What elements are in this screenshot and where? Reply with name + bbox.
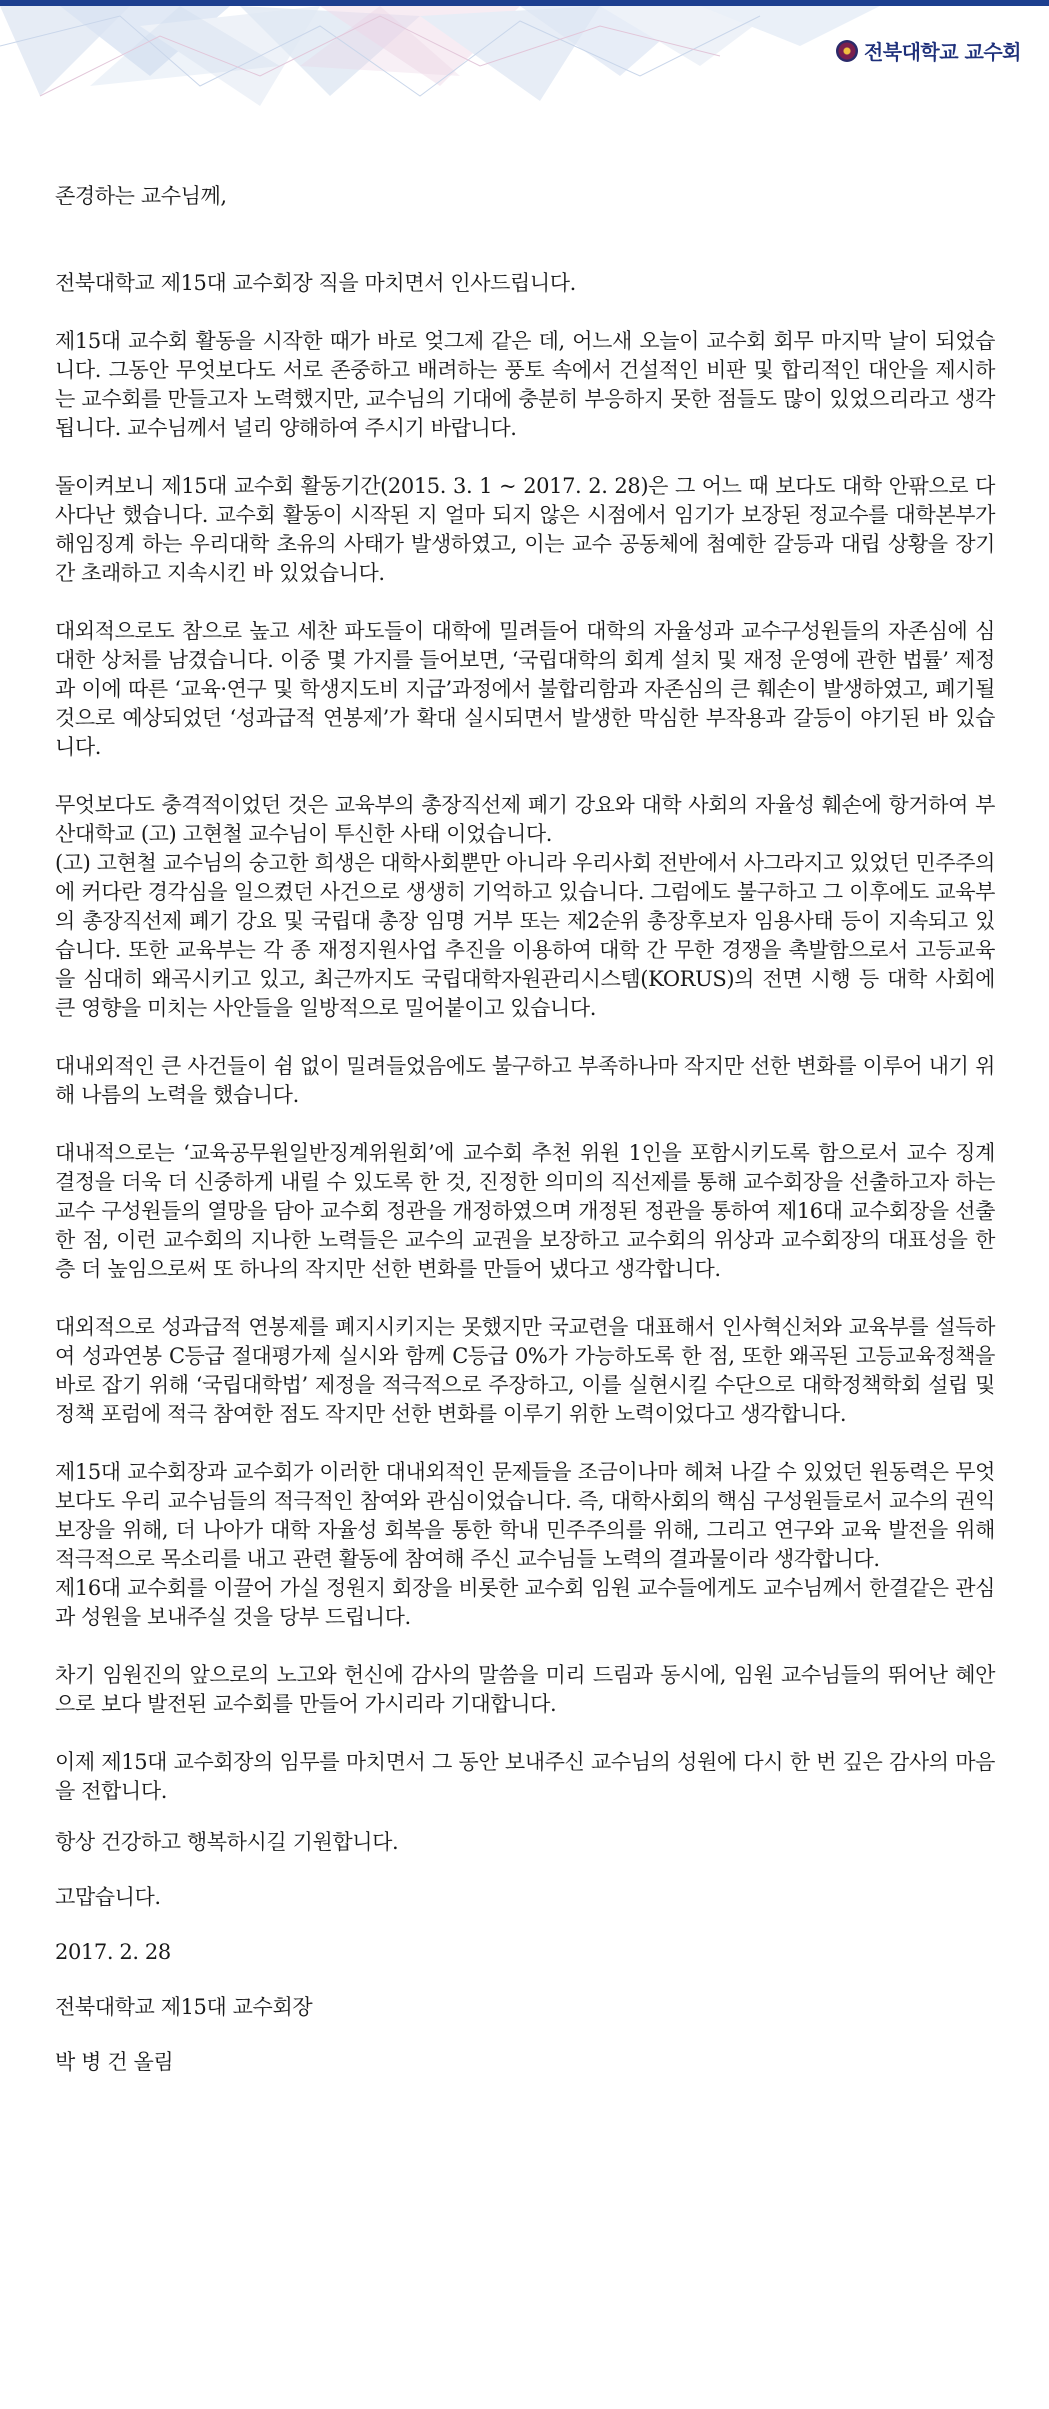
paragraph-text: 제15대 교수회장과 교수회가 이러한 대내외적인 문제들을 조금이나마 헤쳐 나갈 수 있었던 원동력은 무엇보다도 우리 교수님들의 적극적인 참여와 관심이었습니다. 즉, 대학사회의 핵심 구성원들로서 교수의 권익 보장을 위해, 더 나아가 대학 자율성 회복을 통한 학내 민주주의를 위해, 그리고 연구와 교육 발전을 위해 적극적으로 목소리를 내고 관련 활동에 참여해 주신 교수님들 노력의 결과물이라 생각합니다. [55,1460,995,1571]
paragraph-text: 제16대 교수회를 이끌어 가실 정원지 회장을 비롯한 교수회 임원 교수들에게도 교수님께서 한결같은 관심과 성원을 보내주실 것을 당부 드립니다. [55,1576,995,1629]
paragraph-text: 대내적으로는 ‘교육공무원일반징계위원회’에 교수회 추천 위원 1인을 포함시키도록 함으로서 교수 징계 결정을 더욱 더 신중하게 내릴 수 있도록 한 것, 진정한 의미의 직선제를 통해 교수회장을 선출하고자 하는 교수 구성원들의 열망을 담아 교수회 정관을 개정하였으며 개정된 정관을 통하여 제16대 교수회장을 선출한 점, 이런 교수회의 지나한 노력들은 교수의 교권을 보장하고 교수회의 위상과 교수회장의 대표성을 한층 더 높임으로써 또 하나의 작지만 선한 변화를 만들어 냈다고 생각합니다. [55,1141,995,1281]
paragraph-text: 돌이켜보니 제15대 교수회 활동기간(2015. 3. 1 ~ 2017. 2. 28)은 그 어느 때 보다도 대학 안팎으로 다사다난 했습니다. 교수회 활동이 시작된 지 얼마 되지 않은 시점에서 임기가 보장된 정교수를 대학본부가 해임징계 하는 우리대학 초유의 사태가 발생하였고, 이는 교수 공동체에 첨예한 갈등과 대립 상황을 장기간 초래하고 지속시킨 바 있었습니다. [55,474,995,585]
closing-wish: 항상 건강하고 행복하시길 기원합니다. [55,1830,399,1854]
intro-line: 전북대학교 제15대 교수회장 직을 마치면서 인사드립니다. [55,271,576,295]
paragraph-text: (고) 고현철 교수님의 숭고한 희생은 대학사회뿐만 아니라 우리사회 전반에서 사그라지고 있었던 민주주의에 커다란 경각심을 일으켰던 사건으로 생생히 기억하고 있습니다. 그럼에도 불구하고 그 이후에도 교육부의 총장직선제 폐기 강요 및 국립대 총장 임명 거부 또는 제2순위 총장후보자 임용사태 등이 지속되고 있습니다. 또한 교육부는 각 종 재정지원사업 추진을 이용하여 대학 간 무한 경쟁을 촉발함으로서 고등교육을 심대히 왜곡시키고 있고, 최근까지도 국립대학자원관리시스템(KORUS)의 전면 시행 등 대학 사회에 큰 영향을 미치는 사안들을 일방적으로 밀어붙이고 있습니다. [55,851,995,1020]
paragraph-9 [55,1661,995,1719]
paragraph-4 [55,791,995,1023]
closing-thanks: 고맙습니다. [55,1885,161,1909]
paragraph-text: 이제 제15대 교수회장의 임무를 마치면서 그 동안 보내주신 교수님의 성원에 다시 한 번 깊은 감사의 마음을 전합니다. [55,1750,995,1803]
paragraph-text: 차기 임원진의 앞으로의 노고와 헌신에 감사의 말씀을 미리 드림과 동시에, 임원 교수님들의 뛰어난 혜안으로 보다 발전된 교수회를 만들어 가시리라 기대합니다. [55,1663,995,1716]
paragraph-text: 제15대 교수회 활동을 시작한 때가 바로 엊그제 같은 데, 어느새 오늘이 교수회 회무 마지막 날이 되었습니다. 그동안 무엇보다도 서로 존중하고 배려하는 풍토 속에서 건설적인 비판 및 합리적인 대안을 제시하는 교수회를 만들고자 노력했지만, 교수님의 기대에 충분히 부응하지 못한 점들도 많이 있었으리라고 생각됩니다. 교수님께서 널리 양해하여 주시기 바랍니다. [55,329,995,440]
paragraph-text: 대외적으로 성과급적 연봉제를 폐지시키지는 못했지만 국교련을 대표해서 인사혁신처와 교육부를 설득하여 성과연봉 C등급 절대평가제 실시와 함께 C등급 0%가 가능하도록 한 점, 또한 왜곡된 고등교육정책을 바로 잡기 위해 ‘국립대학법’ 제정을 적극적으로 주장하고, 이를 실현시킬 수단으로 대학정책학회 설립 및 정책 포럼에 적극 참여한 점도 작지만 선한 변화를 이루기 위한 노력이었다고 생각합니다. [55,1315,995,1426]
paragraph-5 [55,1052,995,1110]
paragraph-2 [55,472,995,588]
paragraph-10 [55,1748,995,1806]
paragraph-7 [55,1313,995,1429]
salutation: 존경하는 교수님께, [55,184,227,208]
paragraph-text: 무엇보다도 충격적이었던 것은 교육부의 총장직선제 폐기 강요와 대학 사회의 자율성 훼손에 항거하여 부산대학교 (고) 고현철 교수님이 투신한 사태 이었습니다. [55,793,995,846]
paragraph-8 [55,1458,995,1632]
signature-name: 박 병 건 올림 [55,2050,174,2074]
signature-title: 전북대학교 제15대 교수회장 [55,1995,313,2019]
letter-date: 2017. 2. 28 [55,1940,171,1964]
org-name: 전북대학교 교수회 [863,40,1021,64]
paragraph-text: 대외적으로도 참으로 높고 세찬 파도들이 대학에 밀려들어 대학의 자율성과 교수구성원들의 자존심에 심대한 상처를 남겼습니다. 이중 몇 가지를 들어보면, ‘국립대학의 회계 설치 및 재정 운영에 관한 법률’ 제정과 이에 따른 ‘교육·연구 및 학생지도비 지급’과정에서 불합리함과 자존심의 큰 훼손이 발생하였고, 폐기될 것으로 예상되었던 ‘성과급적 연봉제’가 확대 실시되면서 발생한 막심한 부작용과 갈등이 야기된 바 있습니다. [55,619,995,759]
paragraph-6 [55,1139,995,1284]
paragraph-1 [55,327,995,443]
paragraph-text: 대내외적인 큰 사건들이 쉼 없이 밀려들었음에도 불구하고 부족하나마 작지만 선한 변화를 이루어 내기 위해 나름의 노력을 했습니다. [55,1054,995,1107]
letter-body [55,182,995,2077]
university-emblem-icon [836,40,858,62]
paragraph-3 [55,617,995,762]
org-logo [836,36,1021,65]
